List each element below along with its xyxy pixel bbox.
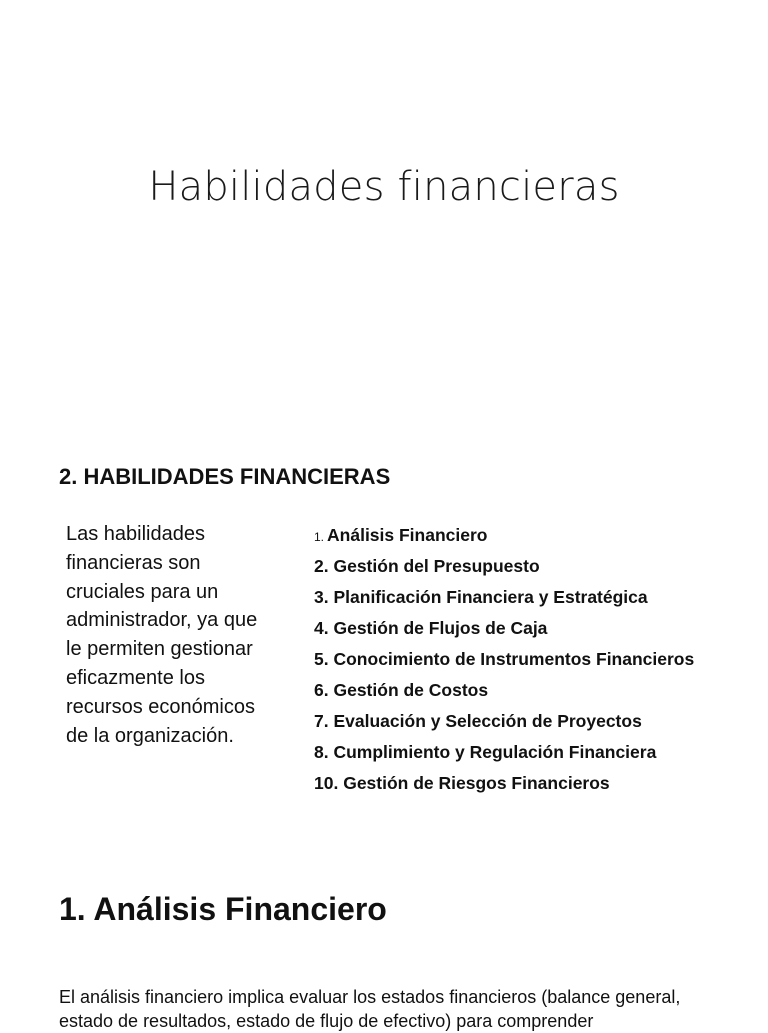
skill-number: 5.: [314, 649, 329, 669]
skill-item-1: [314, 522, 754, 553]
skill-number: 6.: [314, 680, 329, 700]
skill-label: Gestión de Riesgos Financieros: [343, 773, 610, 793]
section-heading: 2. HABILIDADES FINANCIERAS: [59, 464, 391, 489]
analysis-paragraph: El análisis financiero implica evaluar los estados financieros (balance general, estado de resultados, estado de flujo de efectivo) para comprender: [59, 987, 681, 1031]
skill-item-8: [314, 739, 754, 770]
skill-item-7: [314, 708, 754, 739]
skill-number: 8.: [314, 742, 329, 762]
skill-number: 3.: [314, 587, 329, 607]
analysis-heading: 1. Análisis Financiero: [59, 891, 387, 927]
skill-item-2: [314, 553, 754, 584]
skill-item-10: [314, 770, 754, 801]
skill-number: 2.: [314, 556, 329, 576]
skill-number: 1.: [314, 530, 325, 544]
skill-item-5: [314, 646, 754, 677]
skill-label: Conocimiento de Instrumentos Financieros: [333, 649, 695, 669]
skill-label: Análisis Financiero: [327, 525, 488, 545]
intro-paragraph: Las habilidades financieras son cruciales para un administrador, ya que le permiten gestionar eficazmente los recursos económicos de la organización.: [66, 523, 258, 747]
skill-label: Gestión de Flujos de Caja: [333, 618, 548, 638]
skill-number: 7.: [314, 711, 329, 731]
skill-label: Planificación Financiera y Estratégica: [333, 587, 648, 607]
skill-number: 4.: [314, 618, 329, 638]
skill-item-6: [314, 677, 754, 708]
skills-list: [314, 522, 754, 801]
skill-label: Evaluación y Selección de Proyectos: [333, 711, 642, 731]
skill-item-3: [314, 584, 754, 615]
slide-title: Habilidades financieras: [148, 164, 620, 210]
skill-label: Gestión del Presupuesto: [333, 556, 540, 576]
skill-label: Cumplimiento y Regulación Financiera: [333, 742, 657, 762]
skill-item-4: [314, 615, 754, 646]
skill-number: 10.: [314, 773, 339, 793]
skill-label: Gestión de Costos: [333, 680, 489, 700]
